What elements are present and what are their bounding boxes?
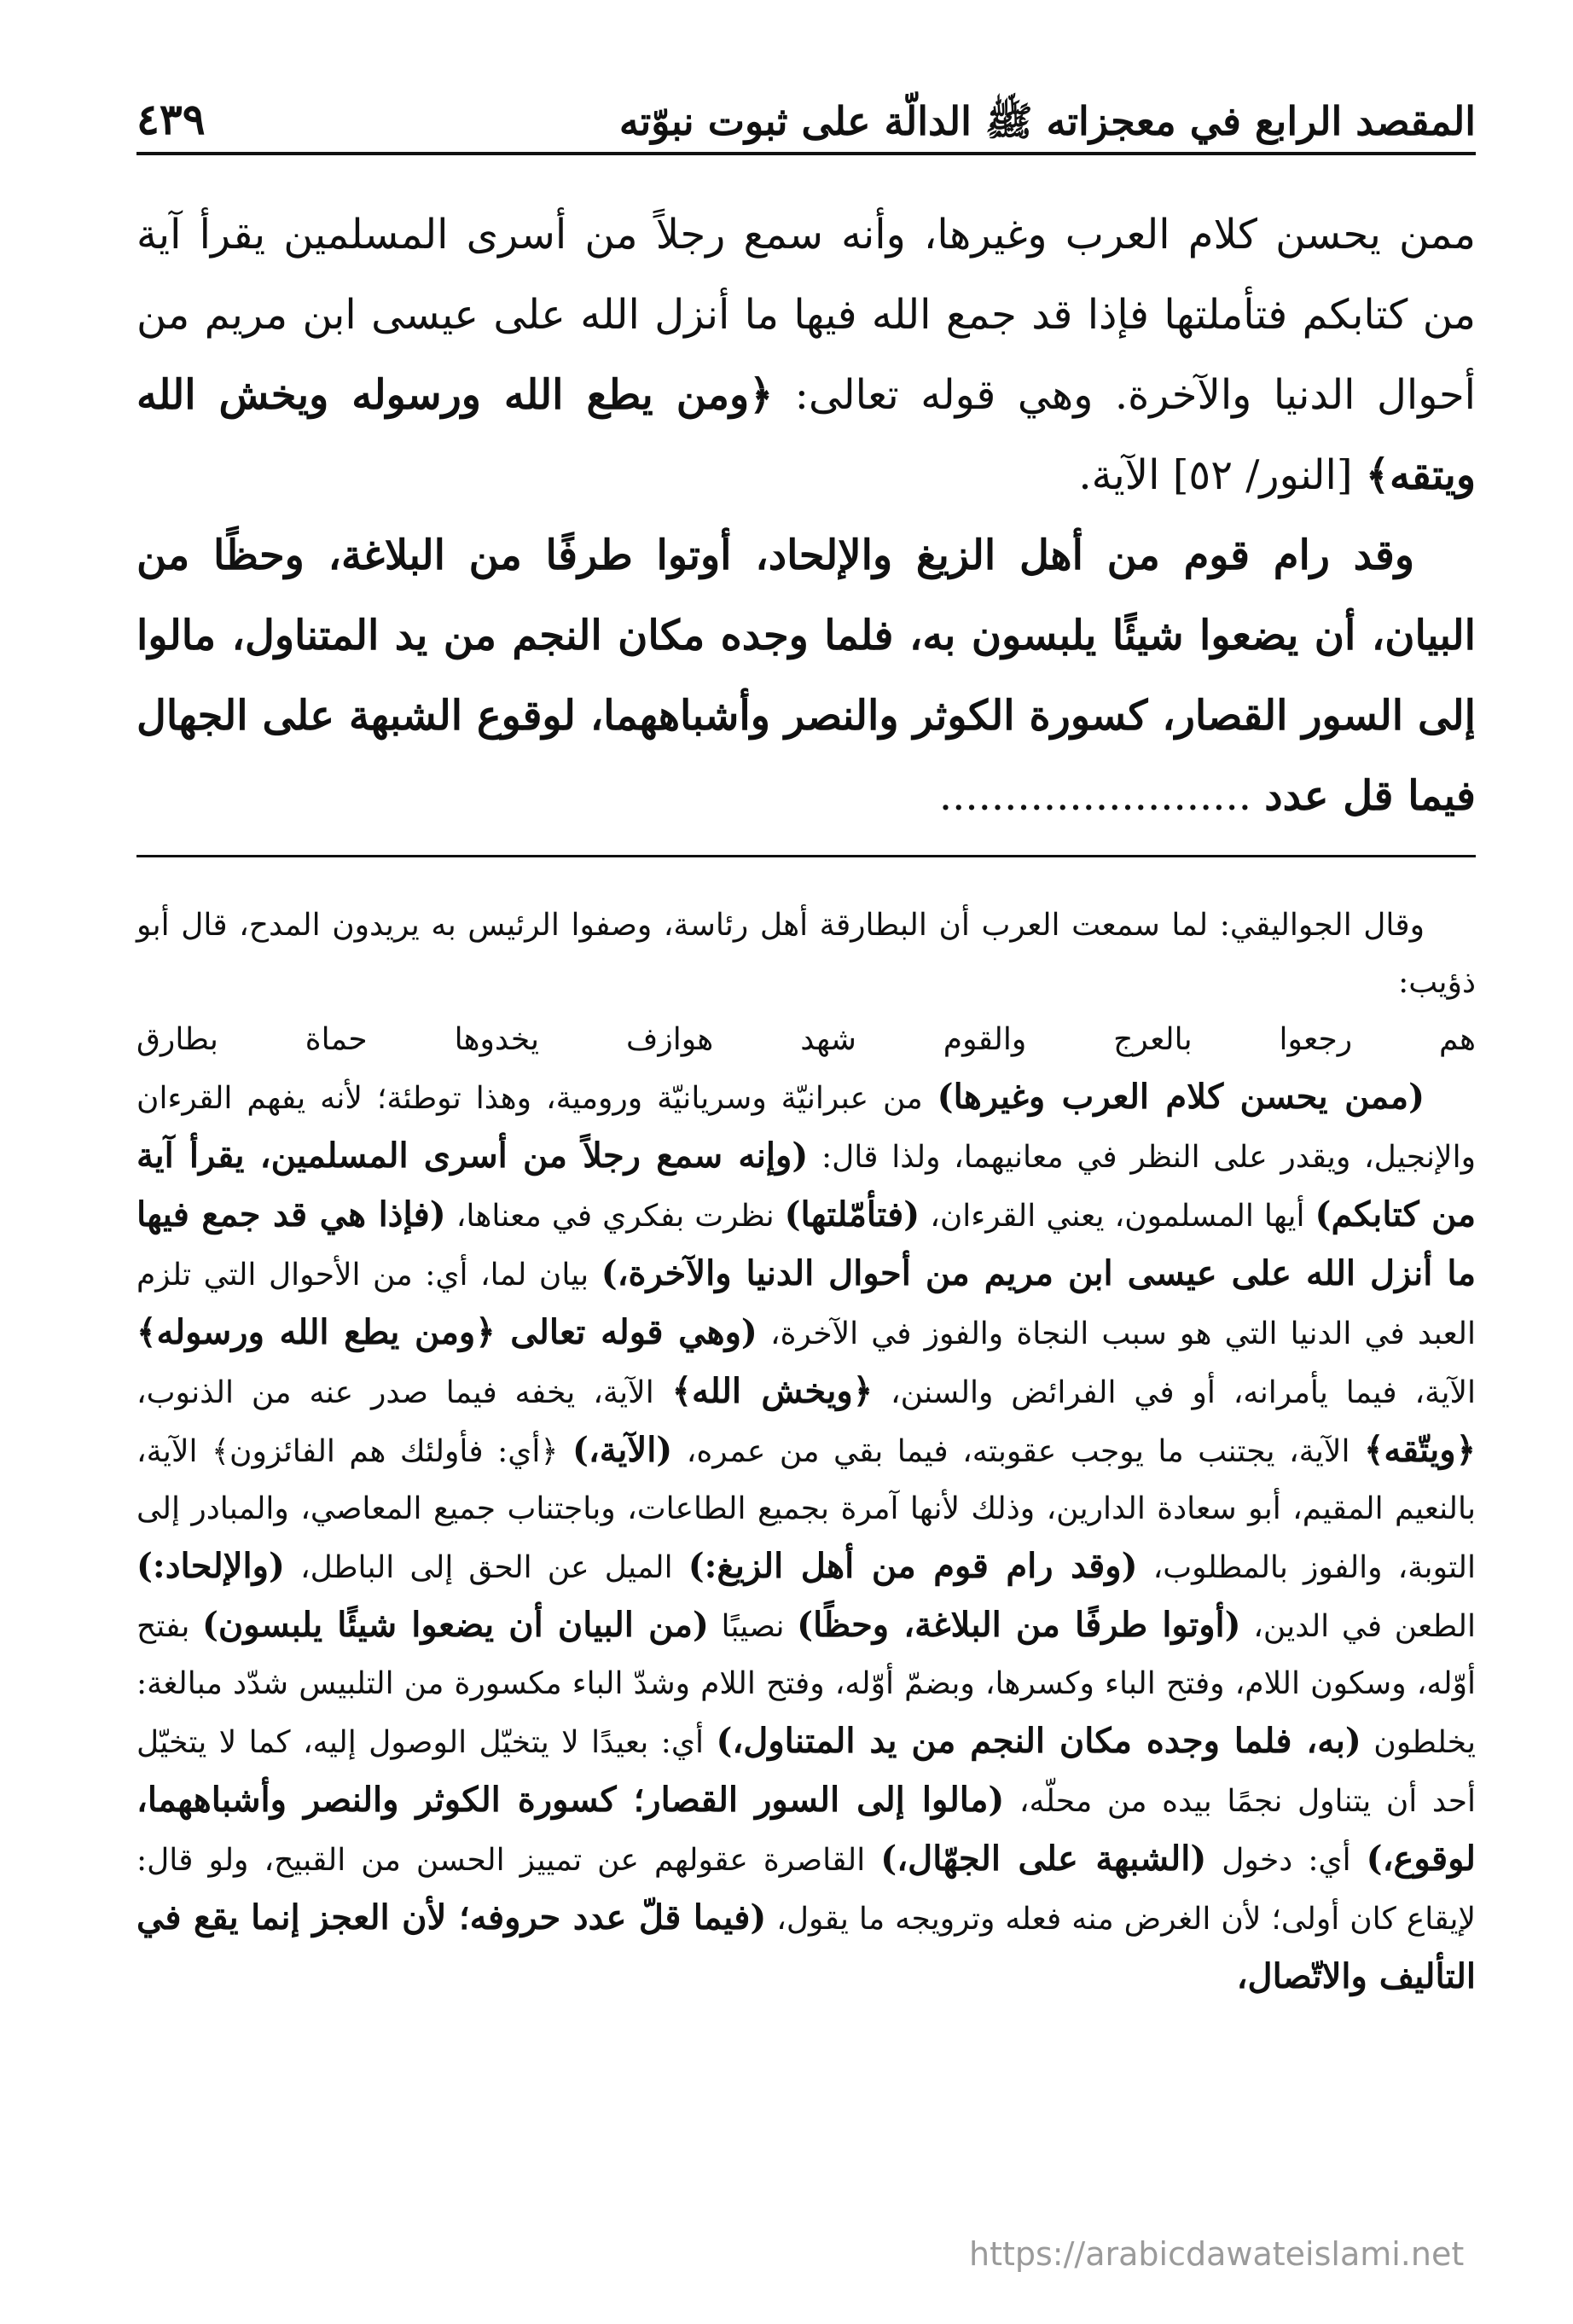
quoted-text: (من البيان أن يضعوا شيئًا يلبسون) [202, 1605, 709, 1645]
commentary [136, 897, 1476, 2007]
commentary-text: بيان لما، أي: من الأحوال التي تلزم العبد في الدنيا التي هو سبب النجاة والفوز في الآخرة، [136, 1258, 1477, 1351]
chapter-title: المقصد الرابع في معجزاته ﷺ الدالّة على ثبوت نبوّته [618, 97, 1476, 144]
commentary-text: أي: بعيدًا لا يتخيّل الوصول إليه، كما لا يتخيّل أحد أن يتناول نجمًا بيده من محلّه، [136, 1725, 1476, 1819]
commentary-text: من عبرانيّة وسريانيّة ورومية، وهذا توطئة؛ لأنه يفهم القرءان والإنجيل، ويقدر على النظر في معانيهما، ولذا قال: [136, 1081, 1476, 1175]
commentary-paragraph-2 [136, 1068, 1476, 2007]
commentary-text: أي: دخول [1206, 1843, 1367, 1878]
quoted-text: ﴿ويتّقه﴾ [1363, 1430, 1477, 1470]
quoted-text: (فيما قلّ عدد حروفه؛ لأن العجز إنما يقع في التأليف والاتّصال، [136, 1897, 1476, 1996]
quoted-text: ﴿ويخش الله﴾ [671, 1371, 874, 1411]
commentary-text: أيها المسلمون، يعني القرءان، [920, 1199, 1315, 1234]
quoted-text: (وهي قوله تعالى ﴿ومن يطع الله ورسوله﴾ [136, 1312, 757, 1352]
commentary-text: ﴿أي: فأولئك هم الفائزون﴾ الآية، بالنعيم المقيم، أبو سعادة الدارين، وذلك لأنها آمرة بجميع الطاعات، وباجتناب جميع المعاصي، والمبادر إلى التوبة، والفوز بالمطلوب، [136, 1434, 1477, 1585]
quoted-text: (الشبهة على الجهّال،) [880, 1839, 1207, 1879]
commentary-text: الآية، يجتنب ما يوجب عقوبته، فيما بقي من عمره، [672, 1434, 1364, 1469]
book-page [136, 51, 1476, 2269]
main-paragraph-1 [136, 195, 1476, 515]
main-paragraph-2 [136, 515, 1476, 836]
commentary-text: بفتح أوّله، وسكون اللام، وفتح الباء وكسرها، وبضمّ أوّله، وفتح اللام وشدّ الباء مكسورة من التلبيس شدّد مبالغة: يخلطون [136, 1609, 1477, 1760]
quoted-text: (فتأمّلتها) [784, 1194, 920, 1235]
commentary-text: الطعن في الدين، [1240, 1609, 1476, 1644]
quoted-text: (وقد رام قوم من أهل الزيغ:) [688, 1546, 1138, 1586]
commentary-paragraph-1: وقال الجواليقي: لما سمعت العرب أن البطارقة أهل رئاسة، وصفوا الرئيس به يريدون المدح، قال أبو ذؤيب: [136, 908, 1476, 1000]
quoted-text: (أوتوا طرفًا من البلاغة، وحظًا) [797, 1605, 1241, 1645]
commentary-text: الآية، فيما يأمرانه، أو في الفرائض والسنن، [873, 1375, 1477, 1410]
continuation-dots: ........................ [938, 772, 1251, 820]
quoted-text: (والإلحاد:) [136, 1546, 285, 1586]
main-paragraph-2-text: وقد رام قوم من أهل الزيغ والإلحاد، أوتوا طرفًا من البلاغة، وحظًا من البيان، أن يضعوا شيئًا يلبسون به، فلما وجده مكان النجم من يد المتناول، مالوا إلى السور القصار، كسورة الكوثر والنصر وأشباههما، لوقوع الشبهة على الجهال فيما قل عدد [136, 532, 1476, 820]
commentary-text: نصيبًا [708, 1609, 798, 1644]
quoted-text: (ممن يحسن كلام العرب وغيرها) [937, 1077, 1425, 1117]
main-paragraph-1-text-b: [النور/ ٥٢] الآية. [1078, 451, 1366, 499]
running-header [136, 51, 1476, 152]
site-watermark: https://arabicdawateislami.net [969, 2235, 1465, 2273]
header-rule [136, 152, 1476, 155]
page-number: ٤٣٩ [136, 94, 206, 144]
quoted-text: (فإذا هي قد جمع فيها ما أنزل الله على عيسى ابن مريم من أحوال الدنيا والآخرة،) [136, 1194, 1476, 1293]
quoted-text: (مالوا إلى السور القصار؛ كسورة الكوثر والنصر وأشباههما، لوقوع،) [136, 1780, 1476, 1879]
commentary-text: الآية، يخفه فيما صدر عنه من الذنوب، [136, 1375, 672, 1410]
quoted-text: (الآية،) [572, 1430, 673, 1470]
footnote-divider [136, 855, 1476, 857]
quoted-text: (وإنه سمع رجلاً من أسرى المسلمين، يقرأ آية من كتابكم) [136, 1136, 1477, 1235]
main-paragraph-1-text-a: ممن يحسن كلام العرب وغيرها، وأنه سمع رجلاً من أسرى المسلمين يقرأ آية من كتابكم فتأملتها فإذا قد جمع الله فيها ما أنزل الله على عيسى ابن مريم من أحوال الدنيا والآخرة. وهي قوله تعالى: [136, 211, 1477, 419]
commentary-text: القاصرة عقولهم عن تمييز الحسن من القبيح، ولو قال: لإيقاع كان أولى؛ لأن الغرض منه فعله وترويجه ما يقول، [136, 1843, 1476, 1937]
commentary-text: نظرت بفكري في معناها، [445, 1199, 785, 1234]
quoted-text: (به، فلما وجده مكان النجم من يد المتناول،) [716, 1721, 1361, 1761]
main-text [136, 195, 1476, 836]
quran-verse: ﴿ومن يطع الله ورسوله ويخش الله ويتقه﴾ [136, 371, 1476, 499]
poem-verse: هم رجعوا بالعرج والقوم شهد هوازف يخدوها حماة بطارق [136, 1022, 1476, 1057]
commentary-text: الميل عن الحق إلى الباطل، [284, 1550, 688, 1585]
